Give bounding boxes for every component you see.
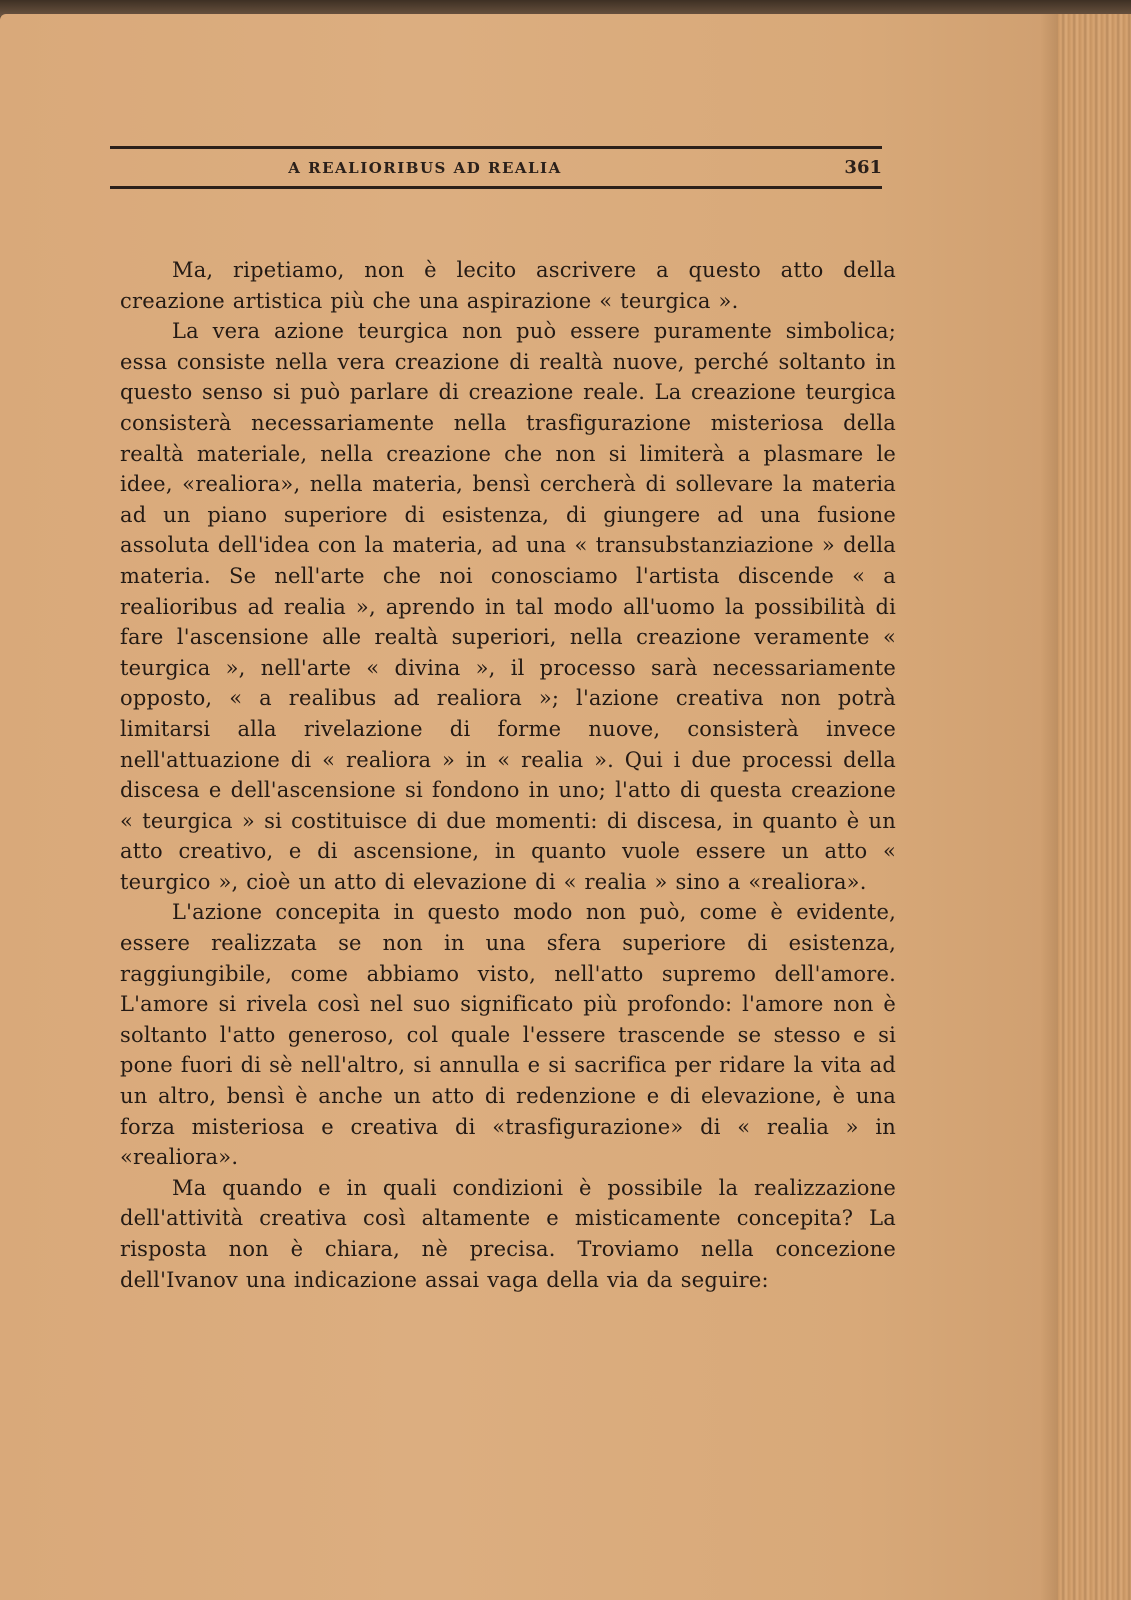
page-number: 361 bbox=[844, 157, 882, 178]
body-text bbox=[120, 255, 896, 1295]
header-rule-top bbox=[110, 146, 882, 149]
paragraph: Ma quando e in quali condizioni è possibile la realizzazione dell'attività creativa così altamente e misticamente concepita? La risposta non è chiara, nè precisa. Troviamo nella concezione dell'Ivanov una indicazione assai vaga della via da seguire: bbox=[120, 1175, 896, 1292]
page-stack-edge bbox=[1058, 14, 1131, 1600]
paragraph: L'azione concepita in questo modo non può, come è evidente, essere realizzata se non in una sfera superiore di esistenza, raggiungibile, come abbiamo visto, nell'atto supremo dell'amore. L'amore si rivela così nel suo significato più profondo: l'amore non è soltanto l'atto generoso, col quale l'essere trascende se stesso e si pone fuori di sè nell'altro, si annulla e si sacrifica per ridare la vita ad un altro, bensì è anche un atto di redenzione e di elevazione, è una forza misteriosa e creativa di «trasfigurazione» di « realia » in «realiora». bbox=[120, 900, 896, 1170]
running-title: A REALIORIBUS AD REALIA bbox=[288, 159, 562, 177]
paragraph: La vera azione teurgica non può essere puramente simbolica; essa consiste nella vera creazione di realtà nuove, perché soltanto in questo senso si può parlare di creazione reale. La creazione teurgica consisterà necessariamente nella trasfigurazione misteriosa della realtà materiale, nella creazione che non si limiterà a plasmare le idee, «realiora», nella materia, bensì cercherà di sollevare la materia ad un piano superiore di esistenza, di giungere ad una fusione assoluta dell'idea con la materia, ad una « transubstanziazione » della materia. Se nell'arte che noi conosciamo l'artista discende « a realioribus ad realia », aprendo in tal modo all'uomo la possibilità di fare l'ascensione alle realtà superiori, nella creazione veramente « teurgica », nell'arte « divina », il processo sarà necessariamente opposto, « a realibus ad realiora »; l'azione creativa non potrà limitarsi alla rivelazione di forme nuove, consisterà invece nell'attuazione di « realiora » in « realia ». Qui i due processi della discesa e dell'ascensione si fondono in uno; l'atto di questa creazione « teurgica » si costituisce di due momenti: di discesa, in quanto è un atto creativo, e di ascensione, in quanto vuole essere un atto « teurgico », cioè un atto di elevazione di « realia » sino a «realiora». bbox=[120, 319, 896, 894]
header-rule-bottom bbox=[110, 186, 882, 189]
paragraph: Ma, ripetiamo, non è lecito ascrivere a questo atto della creazione artistica più che una aspirazione « teurgica ». bbox=[120, 258, 896, 313]
